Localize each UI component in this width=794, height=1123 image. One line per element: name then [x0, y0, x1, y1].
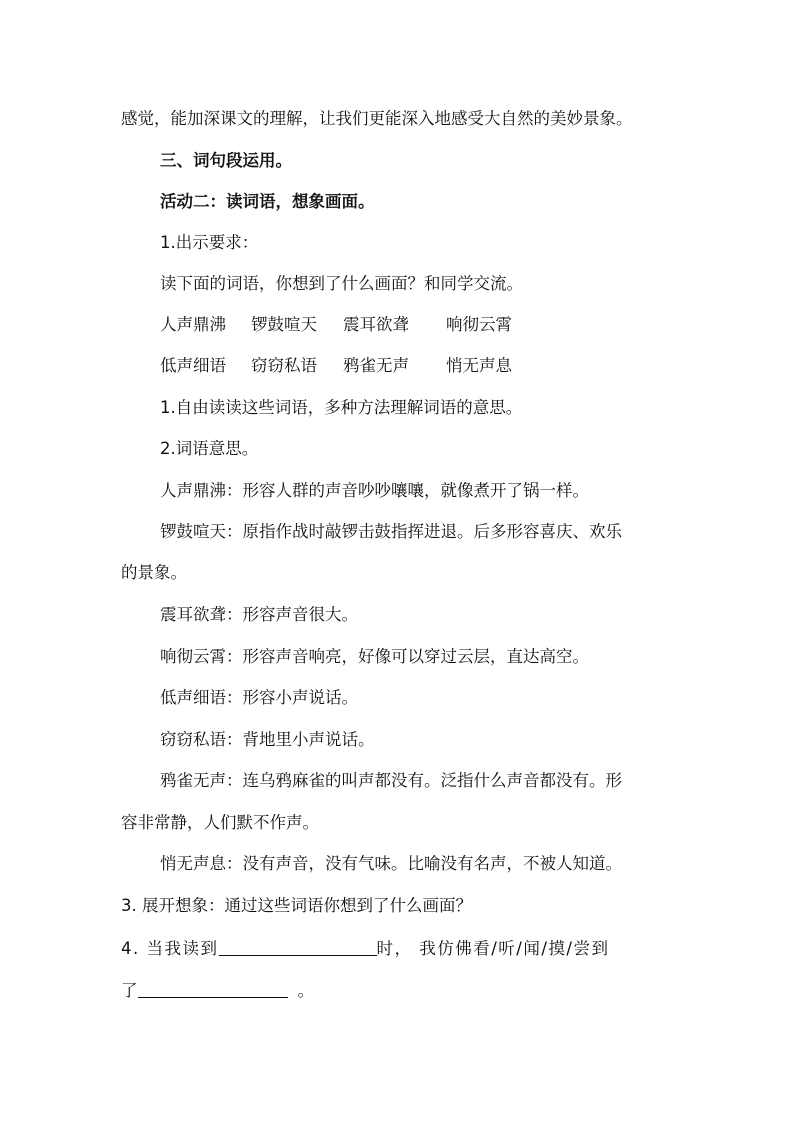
word-row-1: [160, 314, 720, 336]
definition-7: 鸦雀无声：连乌鸦麻雀的叫声都没有。泛指什么声音都没有。形: [160, 771, 622, 790]
word-item: 人声鼎沸: [160, 315, 226, 334]
definition-5: 低声细语：形容小声说话。: [160, 688, 358, 707]
section-heading: 三、词句段运用。: [160, 151, 292, 170]
word-item: 鸦雀无声: [343, 356, 409, 375]
definition-8: 悄无声息：没有声音，没有气味。比喻没有名声，不被人知道。: [160, 854, 622, 873]
definition-6: 窃窃私语：背地里小声说话。: [160, 730, 375, 749]
definition-2-cont: 的景象。: [121, 563, 187, 582]
word-item: 震耳欲聋: [343, 315, 409, 334]
step-4-tail: 了: [121, 981, 138, 1000]
definition-7-cont: 容非常静，人们默不作声。: [121, 813, 319, 832]
step-2: 2.词语意思。: [160, 439, 259, 458]
step-4-mid: 时， 我仿佛看/听/闻/摸/尝到: [376, 939, 610, 958]
word-item: 响彻云霄: [446, 315, 512, 334]
step-4-lead: 4. 当我读到: [121, 939, 219, 958]
fill-blank-2[interactable]: [138, 979, 288, 998]
word-item: 悄无声息: [446, 356, 512, 375]
requirement-title: 1.出示要求：: [160, 233, 259, 252]
step-4: [121, 937, 681, 960]
word-row-2: [160, 355, 720, 377]
step-1: 1.自由读读这些词语，多种方法理解词语的意思。: [160, 398, 523, 417]
step-4-end: 。: [297, 981, 314, 1000]
word-item: 锣鼓喧天: [251, 315, 317, 334]
paragraph-intro: 感觉，能加深课文的理解，让我们更能深入地感受大自然的美妙景象。: [121, 109, 633, 128]
word-item: 低声细语: [160, 356, 226, 375]
fill-blank-1[interactable]: [219, 937, 377, 956]
step-3: 3. 展开想象：通过这些词语你想到了什么画面？: [121, 896, 472, 915]
definition-4: 响彻云霄：形容声音响亮，好像可以穿过云层，直达高空。: [160, 647, 589, 666]
definition-1: 人声鼎沸：形容人群的声音吵吵嚷嚷，就像煮开了锅一样。: [160, 481, 589, 500]
definition-2: 锣鼓喧天：原指作战时敲锣击鼓指挥进退。后多形容喜庆、欢乐: [160, 522, 622, 541]
requirement-text: 读下面的词语，你想到了什么画面？和同学交流。: [160, 274, 523, 293]
definition-3: 震耳欲聋：形容声音很大。: [160, 605, 358, 624]
word-item: 窃窃私语: [251, 356, 317, 375]
step-4-cont: [121, 979, 681, 1002]
activity-heading: 活动二：读词语，想象画面。: [160, 192, 375, 211]
